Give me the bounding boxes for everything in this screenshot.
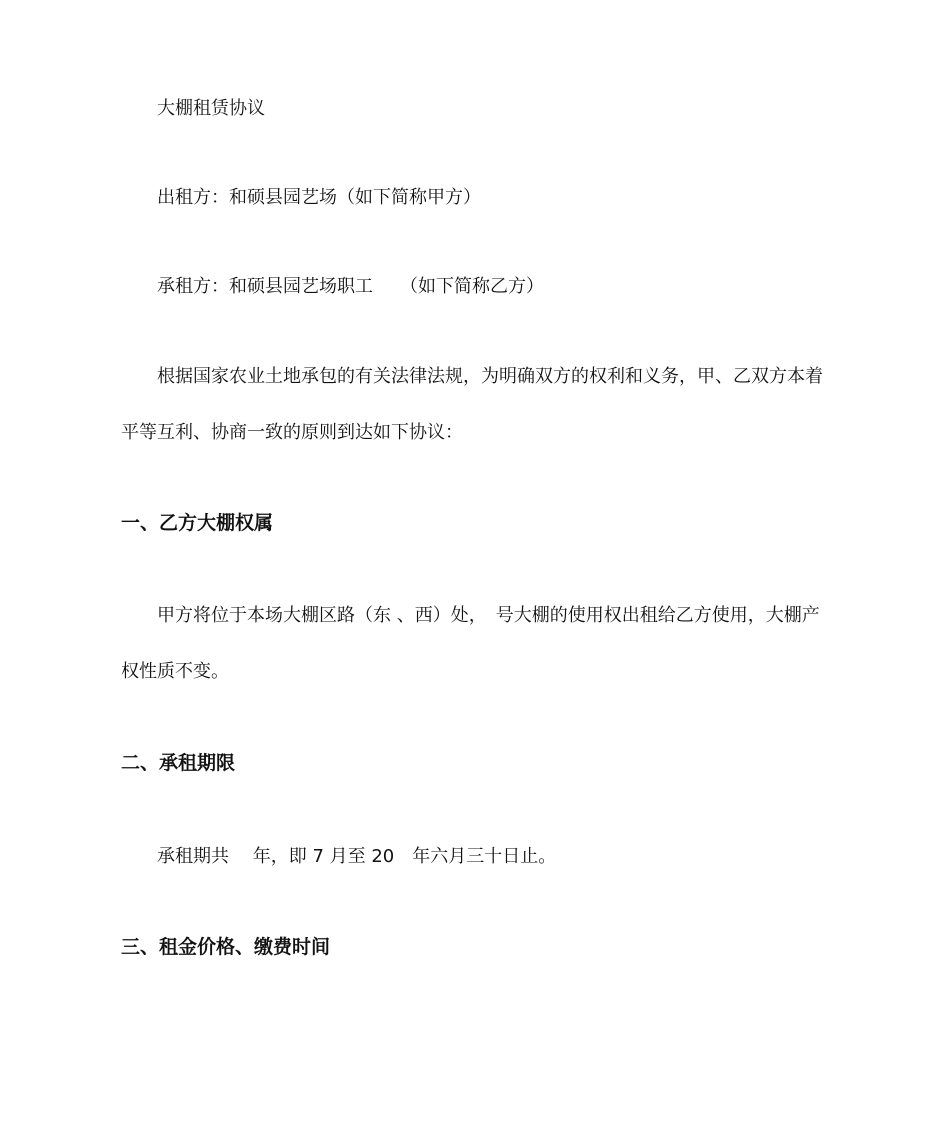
document-title: 大棚租赁协议: [157, 98, 265, 119]
preamble-line-2: 平等互利、协商一致的原则到达如下协议：: [121, 422, 463, 443]
section-1-line-2: 权性质不变。: [121, 661, 229, 682]
preamble-line-1: 根据国家农业土地承包的有关法律法规，为明确双方的权利和义务，甲、乙双方本着: [157, 366, 823, 387]
section-1-line-1: 甲方将位于本场大棚区路（东 、西）处， 号大棚的使用权出租给乙方使用，大棚产: [157, 605, 820, 626]
section-3-heading: 三、租金价格、缴费时间: [121, 936, 331, 958]
lessee-line: 承租方：和硕县园艺场职工 （如下简称乙方）: [157, 276, 544, 297]
section-2-line-1: 承租期共 年，即 7 月至 20 年六月三十日止。: [157, 846, 557, 867]
section-2-heading: 二、承租期限: [121, 752, 236, 774]
lessor-line: 出租方：和硕县园艺场（如下简称甲方）: [157, 187, 481, 208]
section-1-heading: 一、乙方大棚权属: [121, 512, 274, 534]
